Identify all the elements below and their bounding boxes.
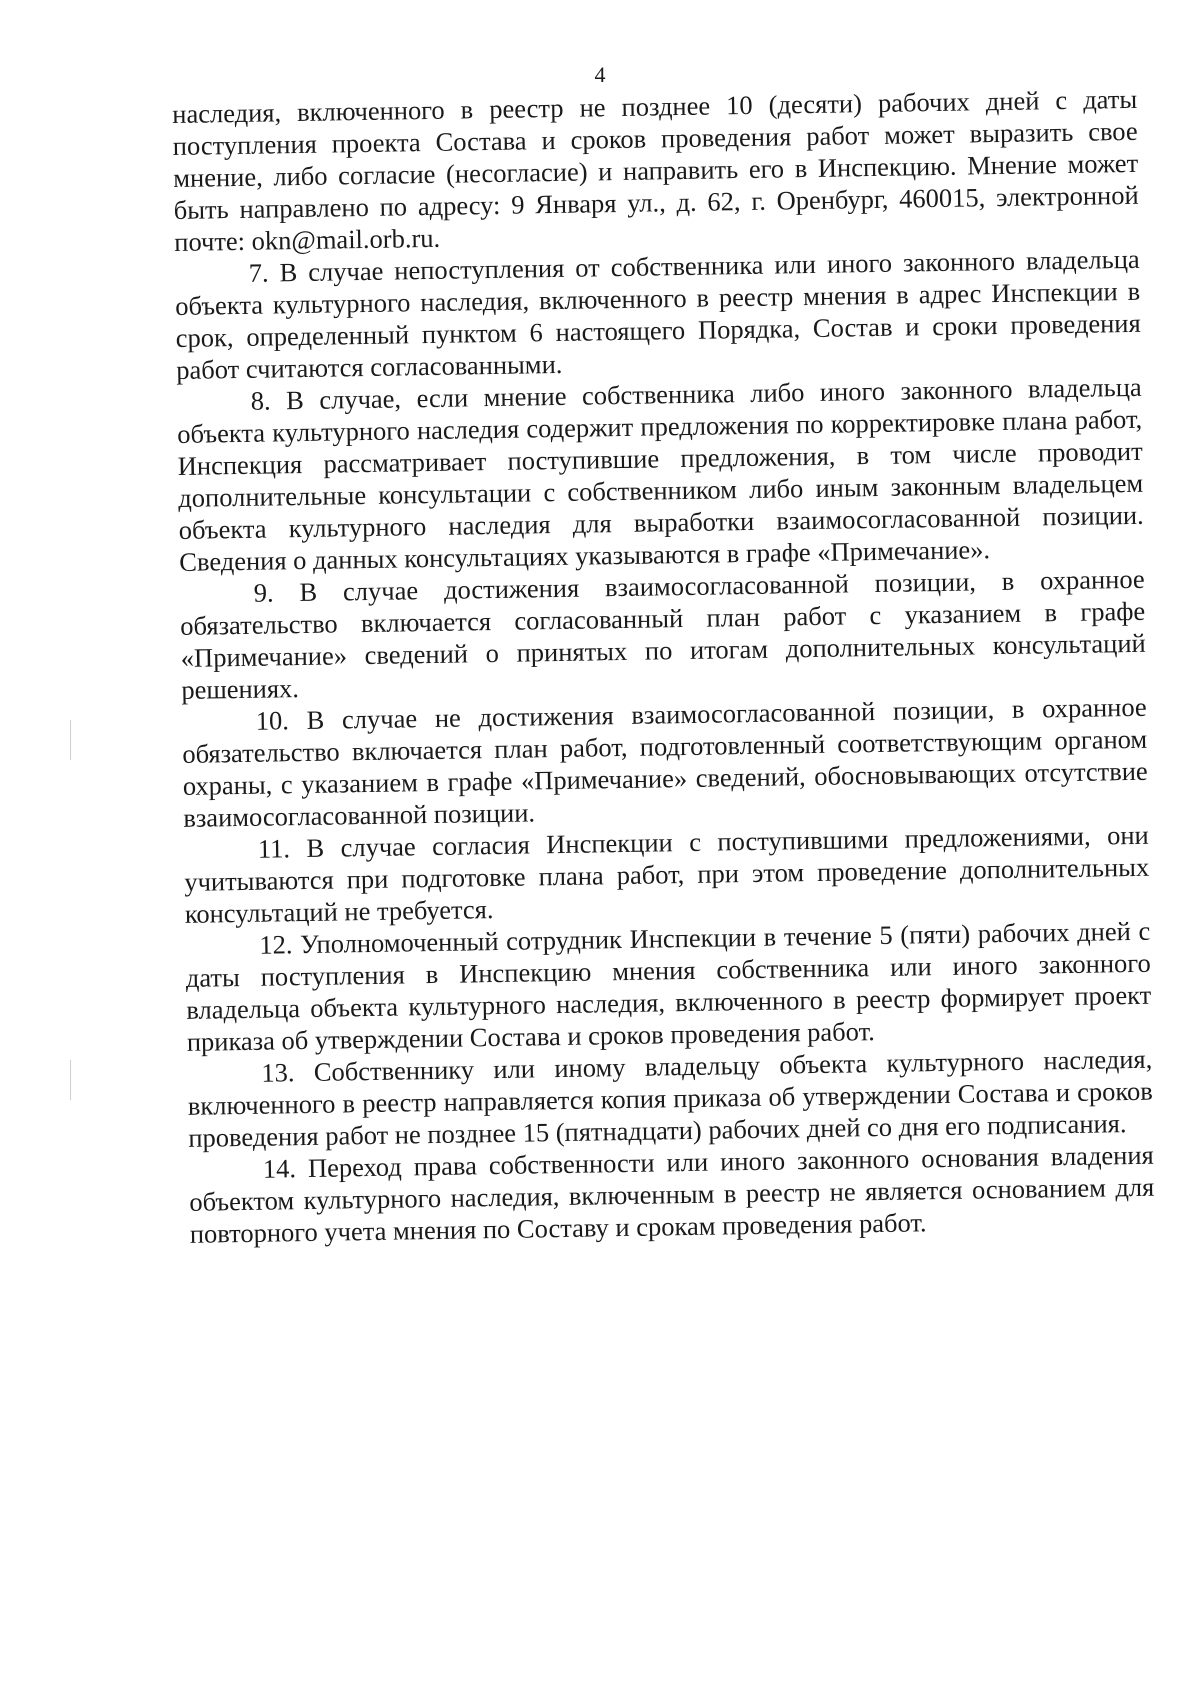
scan-artifact bbox=[70, 720, 71, 760]
paragraph-item-7: 7. В случае непоступления от собственника или иного законного владельца объекта культурного наследия, включенного в реестр мнения в адрес Инспекции в срок, определенный пунктом 6 настоящего Порядка, Состав и сроки проведения работ считаются согласованными. bbox=[175, 243, 1141, 385]
paragraph-item-10: 10. В случае не достижения взаимосогласованной позиции, в охранное обязательство включается план работ, подготовленный соответствующим органом охраны, с указанием в графе «Примечание» сведений, обосновывающих отсутствие взаимосогласованной позиции. bbox=[182, 691, 1148, 833]
paragraph-item-13: 13. Собственнику или иному владельцу объекта культурного наследия, включенного в реестр направляется копия приказа об утверждении Состава и сроков проведения работ не позднее 15 (пятнадцати) рабочих дней со дня его подписания. bbox=[187, 1043, 1153, 1153]
scan-artifact bbox=[70, 1060, 71, 1100]
paragraph-item-8: 8. В случае, если мнение собственника либо иного законного владельца объекта культурного наследия содержит предложения по корректировке плана работ, Инспекция рассматривает поступившие предложения, в том числе проводит дополнительные консультации с собственником либо иным законным владельцем объекта культурного наследия для выработки взаимосогласованной позиции. Сведения о данных консультациях указываются в графе «Примечание». bbox=[177, 371, 1144, 577]
paragraph-item-9: 9. В случае достижения взаимосогласованной позиции, в охранное обязательство включается согласованный план работ с указанием в графе «Примечание» сведений о принятых по итогам дополнительных консультаций решениях. bbox=[180, 563, 1146, 705]
page-number: 4 bbox=[594, 62, 606, 87]
document-body bbox=[172, 83, 1155, 1250]
paragraph-item-12: 12. Уполномоченный сотрудник Инспекции в течение 5 (пяти) рабочих дней с даты поступления в Инспекцию мнения собственника или иного законного владельца объекта культурного наследия, включенного в реестр формирует проект приказа об утверждении Состава и сроков проведения работ. bbox=[185, 915, 1152, 1057]
paragraph-item-14: 14. Переход права собственности или иного законного основания владения объектом культурного наследия, включенным в реестр не является основанием для повторного учета мнения по Составу и срокам проведения работ. bbox=[189, 1139, 1155, 1249]
paragraph-continuation: наследия, включенного в реестр не позднее 10 (десяти) рабочих дней с даты поступления проекта Состава и сроков проведения работ может выразить свое мнение, либо согласие (несогласие) и направить его в Инспекцию. Мнение может быть направлено по адресу: 9 Января ул., д. 62, г. Оренбург, 460015, электронной почте: okn@mail.orb.ru. bbox=[172, 83, 1139, 257]
paragraph-item-11: 11. В случае согласия Инспекции с поступившими предложениями, они учитываются при подготовке плана работ, при этом проведение дополнительных консультаций не требуется. bbox=[184, 819, 1150, 929]
